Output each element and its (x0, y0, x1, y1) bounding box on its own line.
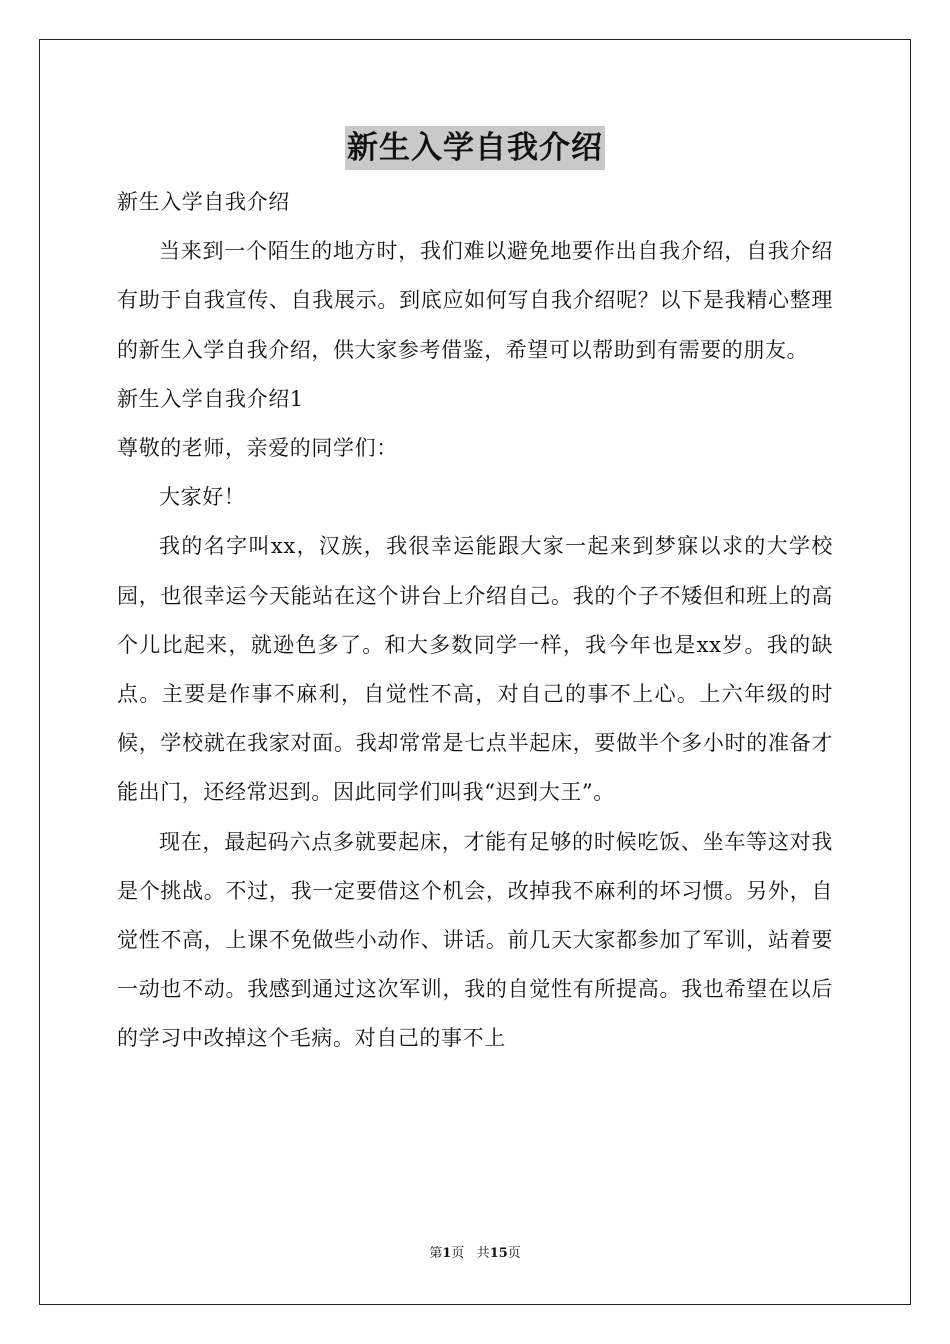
current-page-number: 1 (442, 1246, 452, 1261)
total-pages-prefix: 共 (476, 1246, 490, 1261)
page-number-suffix: 页 (451, 1246, 465, 1261)
paragraph-salutation: 尊敬的老师，亲爱的同学们： (117, 436, 398, 461)
section-heading: 新生入学自我介绍1 (117, 386, 304, 411)
paragraph-body: 现在，最起码六点多就要起床，才能有足够的时候吃饭、坐车等这对我是个挑战。不过，我一定要借这个机会，改掉我不麻利的坏习惯。另外，自觉性不高，上课不免做些小动作、讲话。前几天大家都参加了军训，站着要一动也不动。我感到通过这次军训，我的自觉性有所提高。我也希望在以后的学习中改掉这个毛病。对自己的事不上 (117, 829, 833, 1051)
document-title: 新生入学自我介绍 (345, 126, 605, 170)
paragraph-intro: 当来到一个陌生的地方时，我们难以避免地要作出自我介绍，自我介绍有助于自我宣传、自我展示。到底应如何写自我介绍呢？以下是我精心整理的新生入学自我介绍，供大家参考借鉴，希望可以帮助到有需要的朋友。 (117, 239, 833, 362)
title-container (0, 126, 950, 170)
total-pages-number: 15 (489, 1246, 508, 1261)
paragraph-body: 我的名字叫xx，汉族，我很幸运能跟大家一起来到梦寐以求的大学校园，也很幸运今天能站在这个讲台上介绍自己。我的个子不矮但和班上的高个儿比起来，就逊色多了。和大多数同学一样，我今年也是xx岁。我的缺点。主要是作事不麻利，自觉性不高，对自己的事不上心。上六年级的时候，学校就在我家对面。我却常常是七点半起床，要做半个多小时的准备才能出门，还经常迟到。因此同学们叫我“迟到大王”。 (117, 534, 833, 805)
document-body (117, 178, 833, 1064)
paragraph-greeting: 大家好！ (159, 485, 246, 510)
paragraph-subtitle: 新生入学自我介绍 (117, 190, 290, 214)
total-pages-suffix: 页 (507, 1246, 521, 1261)
page-number-prefix: 第 (429, 1246, 443, 1261)
page-footer (0, 1245, 950, 1263)
